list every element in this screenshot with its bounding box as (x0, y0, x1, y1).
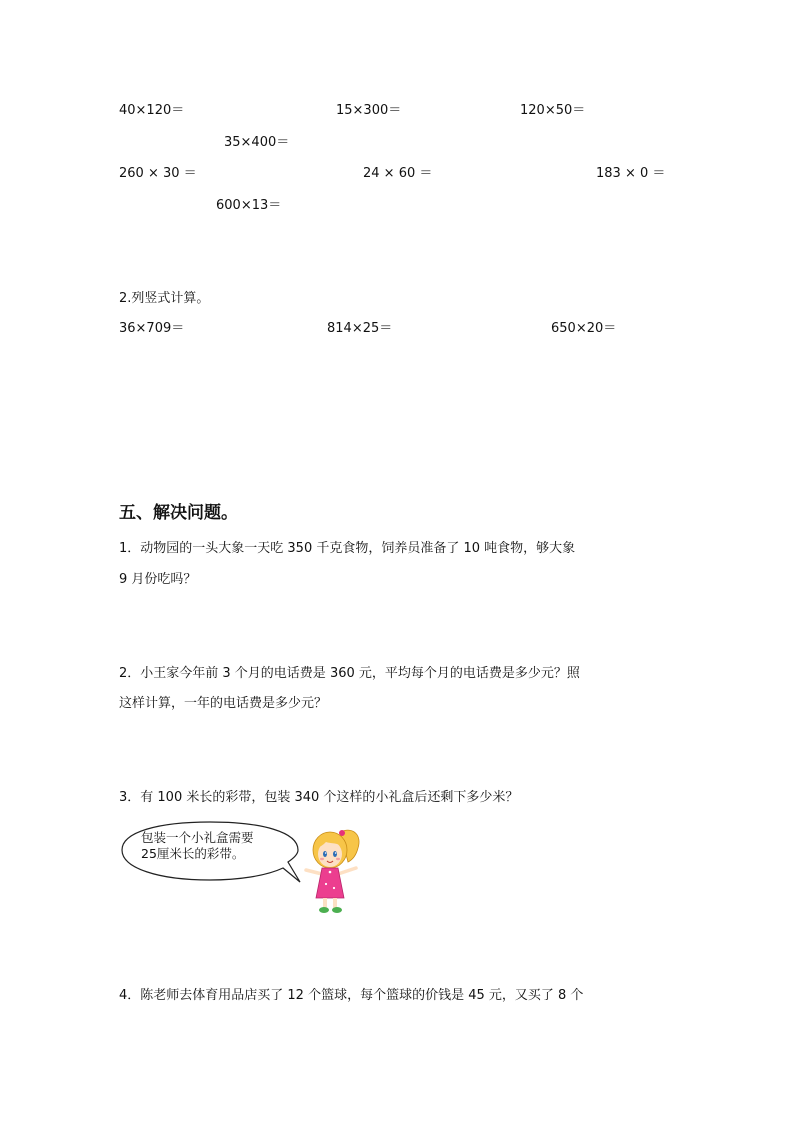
bubble-line-2: 25厘米长的彩带。 (141, 845, 245, 861)
calc-36x709: 36×709＝ (119, 321, 185, 336)
girl-illustration (296, 826, 366, 918)
calc-814x25: 814×25＝ (327, 321, 393, 336)
calc-40x120: 40×120＝ (119, 103, 185, 118)
speech-bubble-text (141, 830, 254, 861)
question-1-line-1: 1．动物园的一头大象一天吃 350 千克食物，饲养员准备了 10 吨食物，够大象 (119, 541, 576, 556)
calc-15x300: 15×300＝ (336, 103, 402, 118)
calc-260x30: 260 × 30 ＝ (119, 166, 197, 181)
calc-650x20: 650×20＝ (551, 321, 617, 336)
bubble-line-1: 包装一个小礼盒需要 (141, 830, 254, 845)
calc-35x400: 35×400＝ (224, 135, 290, 150)
section5-heading: 五、解决问题。 (119, 503, 238, 523)
vertical-calc-title: 2.列竖式计算。 (119, 291, 210, 306)
question-4: 4．陈老师去体育用品店买了 12 个篮球，每个篮球的价钱是 45 元，又买了 8 个 (119, 988, 584, 1003)
question-2-line-1: 2．小王家今年前 3 个月的电话费是 360 元，平均每个月的电话费是多少元？照 (119, 666, 580, 681)
question-3: 3．有 100 米长的彩带，包装 340 个这样的小礼盒后还剩下多少米？ (119, 790, 519, 805)
calc-183x0: 183 × 0 ＝ (596, 166, 666, 181)
calc-600x13: 600×13＝ (216, 198, 282, 213)
question-1-line-2: 9 月份吃吗？ (119, 572, 197, 587)
question-2-line-2: 这样计算，一年的电话费是多少元？ (119, 696, 328, 711)
calc-120x50: 120×50＝ (520, 103, 586, 118)
calc-24x60: 24 × 60 ＝ (363, 166, 433, 181)
